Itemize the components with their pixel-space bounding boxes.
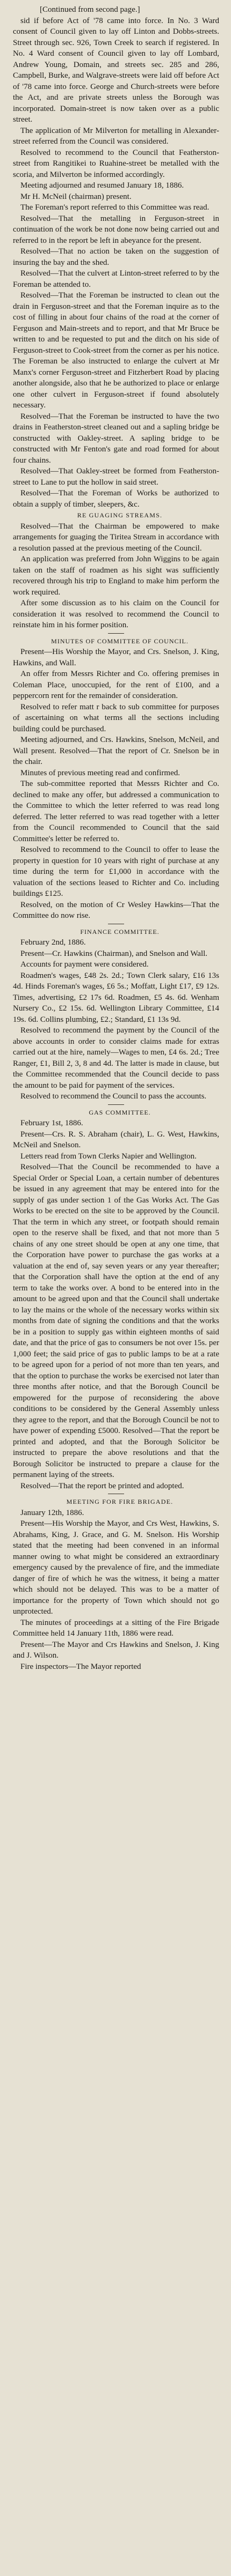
- section-heading-fire-brigade: MEETING FOR FIRE BRIGADE.: [66, 1498, 174, 1505]
- paragraph-21: Resolved to refer matt r back to sub committee for purposes of ascertaining on what terms all the sections including building could be purchased.: [13, 702, 219, 733]
- continued-notice: [Continued from second page.]: [40, 5, 140, 14]
- paragraph-2: The application of Mr Milverton for metalling in Alexander-street referred from the Council was considered.: [13, 126, 219, 146]
- paragraph-32: Resolved to recommend the payment by the Council of the above accounts in order to consider claims made for extras carried out at the hire, namely—Wages to men, £4 6s. 2d.; Tree Ranger, £1, Bill 2, 3, 8 and 4d. The latter is made in clause, but the Committee recommended that the Council decide to pass the amount to be paid for payment of the services.: [13, 1026, 219, 1090]
- paragraph-9: Resolved—That the culvert at Linton-street referred to by the Foreman be attended to.: [13, 269, 219, 289]
- paragraph-10: Resolved—That the Foreman be instructed to clean out the drain in Ferguson-street and that the Foreman inquire as to the cost of filling in about four chains of the road at the corner of Ferguson and Main-streets and to report, and that Mr Bruce be written to and be requested to put and the ditch on his side of Ferguson-street to Cook-street from the corner as per his notice. The Foreman be also instructed to enlarge the culvert at Mr Manx's corner Ferguson-street and Fitzherbert Road by placing another alongside, also that he be authorized to place or enlarge one other culvert in Ferguson-street if found absolutely necessary.: [13, 291, 219, 410]
- paragraph-41: January 12th, 1886.: [20, 1508, 84, 1517]
- paragraph-44: Present—The Mayor and Crs Hawkins and Snelson, J. King and J. Wilson.: [13, 1640, 219, 1660]
- section-heading-committee-of-council: MINUTES OF COMMITTEE OF COUNCIL.: [51, 637, 189, 645]
- paragraph-23: Minutes of previous meeting read and confirmed.: [20, 768, 180, 777]
- paragraph-1: sid if before Act of '78 came into force. In No. 3 Ward consent of Council given to lay off Linton and Dobbs-streets. Street through sec. 926, Town Creek to search if registered. In No. 4 Ward consent of Council given to lay off Lombard, Andrew Young, Domain, and streets sec. 285 and 286, Campbell, Burke, and Walgrave-streets were laid off before Act of '78 came into force. George and Church-streets were before the Act, and are private streets unless the Borough was incorporated. Domain-street is now taken over as a public street.: [13, 16, 219, 124]
- paragraph-5: Mr H. McNeil (chairman) present.: [20, 192, 132, 201]
- paragraph-28: February 2nd, 1886.: [20, 938, 86, 947]
- paragraph-24: The sub-committee reported that Messrs Richter and Co. declined to make any offer, but addressed a communication to the Committee to which the letter referred to was read long deferred. The letter referred to was read together with a letter from the Council recommended to Council that the said Committee's letter be referred to.: [13, 780, 219, 843]
- paragraph-3: Resolved to recommend to the Council that Featherston-street from Rangitikei to Ruahine-street be metalled with the scoria, and Milverton be informed accordingly.: [13, 148, 219, 179]
- paragraph-22: Meeting adjourned, and Crs. Hawkins, Snelson, McNeil, and Wall present. Resolved—That the report of Cr. Snelson be in the chair.: [13, 736, 219, 766]
- paragraph-7: Resolved—That the metalling in Ferguson-street in continuation of the work be not done now being carried out and referred to in the report be left in abeyance for the present.: [13, 214, 219, 245]
- paragraph-4: Meeting adjourned and resumed January 18, 1886.: [20, 181, 184, 190]
- paragraph-25: Resolved to recommend to the Council to offer to lease the property in question for 10 years with right of purchase at any time during the term for £1,000 in accordance with the valuation of the sections leased to Richter and Co. including buildings £125.: [13, 845, 219, 898]
- paragraph-17: After some discussion as to his claim on the Council for consideration it was resolved to recommend the Council to reinstate him in his former position.: [13, 599, 219, 629]
- divider-rule: [108, 1104, 124, 1105]
- paragraph-19: Present—His Worship the Mayor, and Crs. Snelson, J. King, Hawkins, and Wall.: [13, 648, 219, 667]
- paragraph-36: Present—Crs. R. S. Abraham (chair), L. G. West, Hawkins, McNeil and Snelson.: [13, 1130, 219, 1149]
- paragraph-20: An offer from Messrs Richter and Co. offering premises in Coleman Place, unoccupied, for the rent of £100, and a peppercorn rent for the remainder of consideration.: [13, 670, 219, 700]
- paragraph-33: Resolved to recommend the Council to pass the accounts.: [20, 1092, 207, 1101]
- paragraph-30: Accounts for payment were considered.: [20, 960, 149, 969]
- paragraph-13: Resolved—That the Foreman of Works be authorized to obtain a supply of timber, sleepers, &c.: [13, 489, 219, 509]
- paragraph-15: Resolved—That the Chairman be empowered to make arrangements for guaging the Tiritea Stream in accordance with a resolution passed at the previous meeting of the Council.: [13, 522, 219, 553]
- paragraph-43: The minutes of proceedings at a sitting of the Fire Brigade Committee held 14 January 11th, 1886 were read.: [13, 1618, 219, 1638]
- paragraph-45: Fire inspectors—The Mayor reported: [20, 1662, 141, 1671]
- divider-rule: [108, 633, 124, 634]
- paragraph-29: Present—Cr. Hawkins (Chairman), and Snelson and Wall.: [20, 949, 208, 958]
- paragraph-11: Resolved—That the Foreman be instructed to have the two drains in Featherston-street cleaned out and a sapling bridge be constructed with Oakley-street. A sapling bridge to be constructed with Mr Fenton's gate and road formed for about four chains.: [13, 412, 219, 465]
- paragraph-31: Roadmen's wages, £48 2s. 2d.; Town Clerk salary, £16 13s 4d. Hinds Foreman's wages, £6 5s.; Moffatt, Light £17, £9 12s. Times, advertising, £2 17s 6d. Roadmen, £5 4s. 6d. Wenham Nursery Co., £2 15s. 6d. Wellington Library Committee, £14 19s. 6d. Collins plumbing, £2.; Standard, £1 13s 9d.: [13, 971, 219, 1024]
- paragraph-37: Letters read from Town Clerks Napier and Wellington.: [20, 1152, 197, 1161]
- paragraph-12: Resolved—That Oakley-street be formed from Featherston-street to Lane to put the hollow in said street.: [13, 467, 219, 487]
- paragraph-35: February 1st, 1886.: [20, 1119, 83, 1127]
- paragraph-8: Resolved—That no action be taken on the suggestion of insuring the bay and the shed.: [13, 247, 219, 267]
- section-heading-guaging-streams: RE GUAGING STREAMS.: [77, 511, 163, 519]
- paragraph-26: Resolved, on the motion of Cr Wesley Hawkins—That the Committee do now rise.: [13, 900, 219, 920]
- section-heading-gas-committee: GAS COMMITTEE.: [89, 1108, 151, 1116]
- paragraph-16: An application was preferred from John Wiggins to be again taken on the staff of roadmen as his sight was sufficiently recovered through his trip to England to make him perform the work required.: [13, 555, 219, 597]
- section-heading-finance-committee: FINANCE COMMITTEE.: [80, 927, 160, 936]
- paragraph-6: The Foreman's report referred to this Committee was read.: [20, 203, 210, 212]
- paragraph-39: Resolved—That the report be printed and adopted.: [20, 1481, 184, 1490]
- paragraph-38: Resolved—That the Council be recommended to have a Special Order or Special Loan, a certain number of debentures be issued in any agreement that may be entered into for the supply of gas under section 1 of the Gas Works Act. The Gas Works to be erected on the site to be approved by the Council. That the term in which any street, or footpath should remain open to the reserve shall be fixed, and that not more than 5 chains of any one street should be open at any one time, that the Corporation have power to purchase the gas works at a valuation at the end of, say seven years or any year thereafter; that the Corporation shall have the option at the end of any term to take the works over. A bond to be entered into in the amount to be agreed upon and that the Council shall undertake to lay the mains or the whole of the necessary works within six months from date of signing the conditions and that the works be in a position to supply gas within eighteen months of said date, and that the price of gas to consumers be not over 15s. per 1,000 feet; the said price of gas to public lamps to be at a rate to be agreed upon for a period of not more than ten years, and that the option to purchase the works be exercised not later than three months after notice, and that the Borough Council be empowered for the purpose of reconsidering the above conditions to be considered by the General Assembly unless they agree to the report, and that the Borough Council be not to have power of expending £5000. Resolved—That the report be printed and adopted, and that the Borough Solicitor be instructed to prepare the above resolutions and that the Borough Solicitor be instructed to prepare a clause for the permanent laying of the streets.: [13, 1163, 219, 1479]
- paragraph-42: Present—His Worship the Mayor, and Crs West, Hawkins, S. Abrahams, King, J. Grace, and G. M. Snelson. His Worship stated that the meeting had been convened in an informal manner owing to what might be considered an extraordinary emergency caused by the prevalence of fire, and the immediate danger of fire of which he was the witness, it being a matter which should not be delayed. This was to be a matter of importance for the property of Town which should not go unprotected.: [13, 1519, 219, 1616]
